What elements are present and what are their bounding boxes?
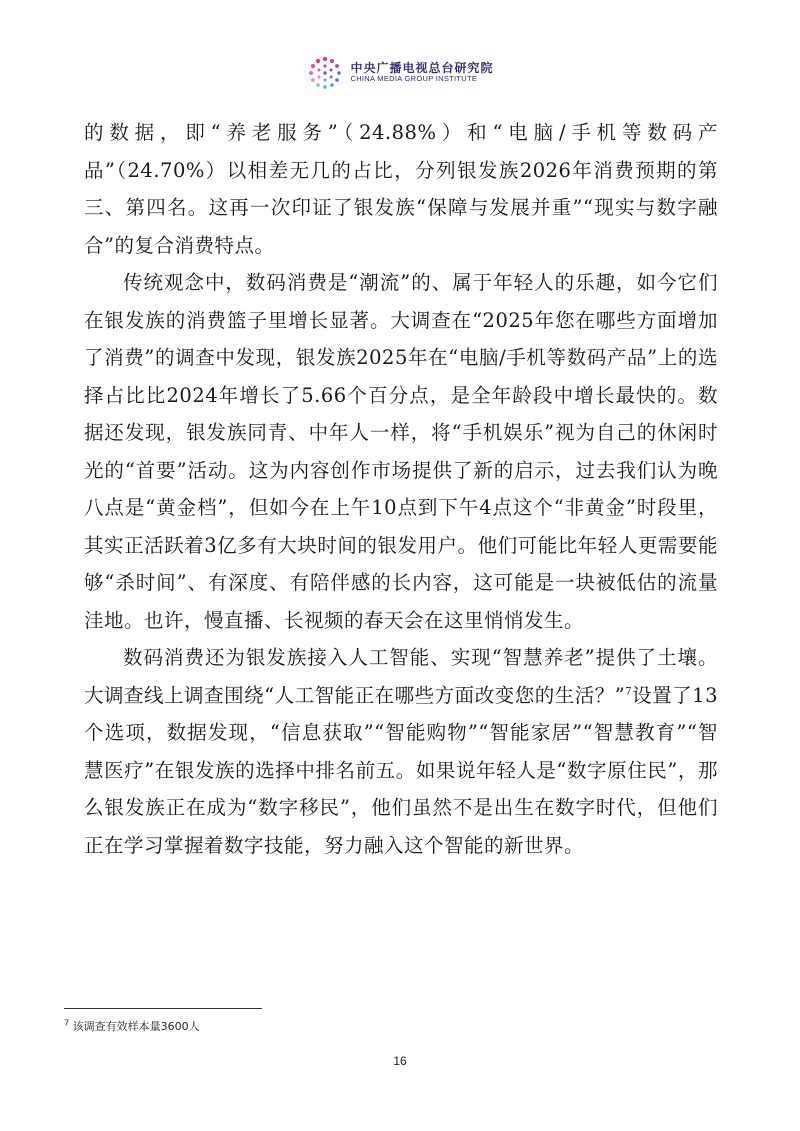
footnote-text: 该调查有效样本量3600人 [72, 1020, 200, 1033]
page-header [0, 54, 800, 92]
page-number: 16 [393, 1054, 407, 1068]
org-logo [306, 54, 493, 92]
footnote-reference[interactable]: 7 [625, 686, 633, 697]
footnote-divider [64, 1008, 262, 1009]
paragraph-3 [84, 639, 718, 864]
paragraph-2: 传统观念中，数码消费是“潮流”的、属于年轻人的乐趣，如今它们在银发族的消费篮子里增长显著。大调查在“2025年您在哪些方面增加了消费”的调查中发现，银发族2025年在“电脑/手机等数码产品”上的选择占比比2024年增长了5.66个百分点，是全年龄段中增长最快的。数据还发现，银发族同青、中年人一样，将“手机娱乐”视为自己的休闲时光的“首要”活动。这为内容创作市场提供了新的启示，过去我们认为晚八点是“黄金档”，但如今在上午10点到下午4点这个“非黄金”时段里，其实正活跃着3亿多有大块时间的银发用户。他们可能比年轻人更需要能够“杀时间”、有深度、有陪伴感的长内容，这可能是一块被低估的流量洼地。也许，慢直播、长视频的春天会在这里悄悄发生。 [84, 271, 718, 632]
footnote [64, 1018, 200, 1034]
article-body [84, 114, 718, 864]
cmg-institute-logo-icon [306, 54, 344, 92]
paragraph-3-text-before-note: 数码消费还为银发族接入人工智能、实现“智慧养老”提供了土壤。大调查线上调查围绕“人工智能正在哪些方面改变您的生活？” [84, 646, 718, 707]
org-name-cn: 中央广播电视总台研究院 [350, 61, 494, 76]
footnote-number: 7 [64, 1018, 70, 1028]
org-name-en: CHINA MEDIA GROUP INSTITUTE [350, 74, 478, 84]
paragraph-1: 的数据，即“养老服务”（24.88%）和“电脑/手机等数码产品”（24.70%）以相差无几的占比，分列银发族2026年消费预期的第三、第四名。这再一次印证了银发族“保障与发展并重”“现实与数字融合”的复合消费特点。 [84, 121, 718, 257]
paragraph-3-text-after-note: 设置了13个选项，数据发现，“信息获取”“智能购物”“智能家居”“智慧教育”“智慧医疗”在银发族的选择中排名前五。如果说年轻人是“数字原住民”，那么银发族正在成为“数字移民”，他们虽然不是出生在数字时代，但他们正在学习掌握着数字技能，努力融入这个智能的新世界。 [84, 683, 718, 857]
